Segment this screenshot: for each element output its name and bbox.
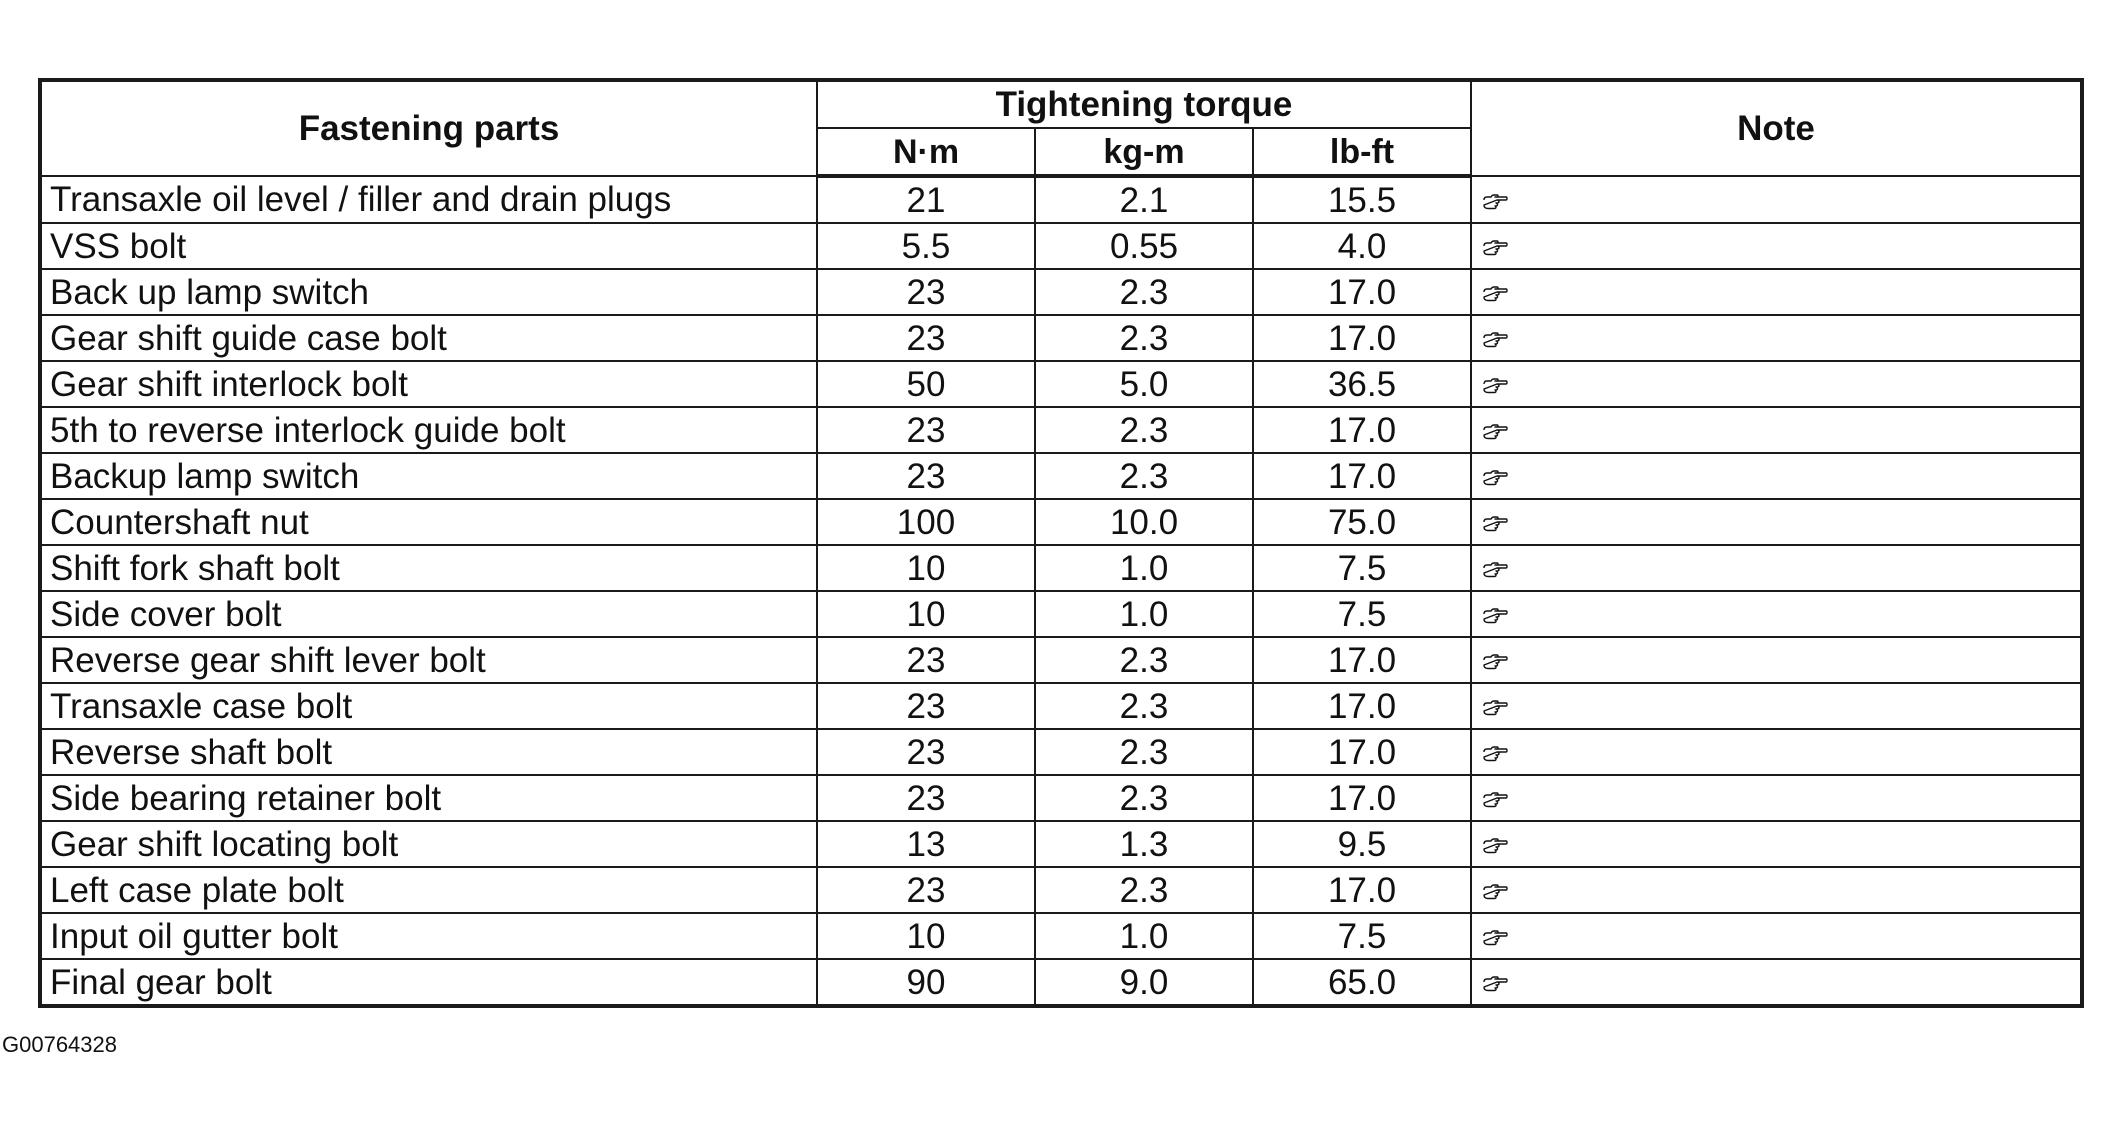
pointing-hand-icon [1482,457,1508,496]
header-note: Note [1471,80,2082,176]
cell-note [1471,913,2082,959]
cell-torque-kgm: 2.3 [1035,637,1253,683]
pointing-hand-icon [1482,365,1508,404]
cell-torque-kgm: 2.3 [1035,775,1253,821]
cell-fastening-part: Input oil gutter bolt [40,913,817,959]
cell-torque-lbft: 17.0 [1253,775,1471,821]
cell-note [1471,407,2082,453]
cell-torque-kgm: 2.3 [1035,683,1253,729]
cell-torque-kgm: 2.3 [1035,269,1253,315]
cell-torque-kgm: 10.0 [1035,499,1253,545]
cell-note [1471,269,2082,315]
table-header [40,80,2082,176]
pointing-hand-icon [1482,503,1508,542]
cell-torque-kgm: 2.3 [1035,729,1253,775]
cell-fastening-part: Back up lamp switch [40,269,817,315]
cell-torque-nm: 23 [817,683,1035,729]
cell-note [1471,683,2082,729]
cell-torque-kgm: 9.0 [1035,959,1253,1006]
header-unit-kgm: kg-m [1035,128,1253,176]
cell-torque-nm: 50 [817,361,1035,407]
table-row [40,223,2082,269]
cell-torque-nm: 23 [817,315,1035,361]
cell-note [1471,223,2082,269]
cell-fastening-part: Countershaft nut [40,499,817,545]
cell-torque-lbft: 17.0 [1253,269,1471,315]
table-row [40,499,2082,545]
cell-torque-nm: 23 [817,637,1035,683]
cell-torque-kgm: 1.0 [1035,545,1253,591]
figure-id: G00764328 [2,1032,117,1057]
cell-torque-nm: 10 [817,913,1035,959]
cell-torque-nm: 13 [817,821,1035,867]
torque-table [38,78,2084,1008]
cell-note [1471,867,2082,913]
cell-torque-lbft: 7.5 [1253,913,1471,959]
pointing-hand-icon [1482,641,1508,680]
cell-fastening-part: Transaxle case bolt [40,683,817,729]
cell-torque-kgm: 2.3 [1035,867,1253,913]
pointing-hand-icon [1482,779,1508,818]
table-row [40,683,2082,729]
table-row [40,913,2082,959]
cell-torque-nm: 23 [817,269,1035,315]
cell-fastening-part: Transaxle oil level / filler and drain plugs [40,176,817,223]
header-unit-nm: N·m [817,128,1035,176]
pointing-hand-icon [1482,273,1508,312]
cell-torque-lbft: 17.0 [1253,867,1471,913]
cell-fastening-part: Shift fork shaft bolt [40,545,817,591]
cell-torque-nm: 5.5 [817,223,1035,269]
cell-torque-nm: 23 [817,867,1035,913]
cell-torque-lbft: 17.0 [1253,407,1471,453]
table-row [40,959,2082,1006]
header-unit-lbft: lb-ft [1253,128,1471,176]
cell-torque-lbft: 7.5 [1253,591,1471,637]
cell-fastening-part: Final gear bolt [40,959,817,1006]
table-row [40,315,2082,361]
cell-fastening-part: Side bearing retainer bolt [40,775,817,821]
table-row [40,821,2082,867]
cell-torque-lbft: 17.0 [1253,729,1471,775]
cell-note [1471,453,2082,499]
pointing-hand-icon [1482,825,1508,864]
cell-torque-nm: 10 [817,545,1035,591]
cell-note [1471,959,2082,1006]
cell-fastening-part: VSS bolt [40,223,817,269]
cell-note [1471,637,2082,683]
cell-torque-lbft: 17.0 [1253,315,1471,361]
cell-torque-lbft: 75.0 [1253,499,1471,545]
cell-torque-kgm: 1.0 [1035,913,1253,959]
table-row [40,176,2082,223]
cell-note [1471,545,2082,591]
cell-torque-kgm: 0.55 [1035,223,1253,269]
header-tightening-torque: Tightening torque [817,80,1471,128]
cell-torque-nm: 23 [817,453,1035,499]
cell-note [1471,591,2082,637]
pointing-hand-icon [1482,411,1508,450]
cell-torque-lbft: 65.0 [1253,959,1471,1006]
cell-note [1471,499,2082,545]
cell-note [1471,821,2082,867]
pointing-hand-icon [1482,917,1508,956]
table-row [40,269,2082,315]
cell-note [1471,729,2082,775]
pointing-hand-icon [1482,687,1508,726]
table-body [40,176,2082,1006]
cell-fastening-part: Left case plate bolt [40,867,817,913]
cell-torque-nm: 100 [817,499,1035,545]
cell-fastening-part: Backup lamp switch [40,453,817,499]
cell-torque-kgm: 2.3 [1035,407,1253,453]
cell-torque-kgm: 2.3 [1035,315,1253,361]
cell-torque-nm: 23 [817,775,1035,821]
cell-torque-lbft: 36.5 [1253,361,1471,407]
table-row [40,407,2082,453]
cell-torque-nm: 21 [817,176,1035,223]
cell-note [1471,176,2082,223]
table-row [40,637,2082,683]
table-row [40,545,2082,591]
cell-torque-lbft: 15.5 [1253,176,1471,223]
cell-torque-nm: 23 [817,407,1035,453]
table-row [40,867,2082,913]
cell-fastening-part: Reverse gear shift lever bolt [40,637,817,683]
cell-note [1471,315,2082,361]
table-row [40,453,2082,499]
cell-fastening-part: Gear shift interlock bolt [40,361,817,407]
cell-torque-nm: 23 [817,729,1035,775]
table-row [40,591,2082,637]
table-row [40,361,2082,407]
pointing-hand-icon [1482,963,1508,1002]
cell-torque-kgm: 1.0 [1035,591,1253,637]
cell-torque-kgm: 2.1 [1035,176,1253,223]
cell-torque-kgm: 1.3 [1035,821,1253,867]
cell-note [1471,775,2082,821]
cell-torque-kgm: 5.0 [1035,361,1253,407]
cell-note [1471,361,2082,407]
pointing-hand-icon [1482,549,1508,588]
pointing-hand-icon [1482,733,1508,772]
cell-torque-lbft: 17.0 [1253,683,1471,729]
pointing-hand-icon [1482,871,1508,910]
table-row [40,775,2082,821]
pointing-hand-icon [1482,319,1508,358]
header-row-main [40,80,2082,128]
cell-fastening-part: Gear shift guide case bolt [40,315,817,361]
table-row [40,729,2082,775]
cell-torque-nm: 90 [817,959,1035,1006]
pointing-hand-icon [1482,227,1508,266]
cell-torque-lbft: 17.0 [1253,453,1471,499]
cell-torque-nm: 10 [817,591,1035,637]
cell-torque-lbft: 17.0 [1253,637,1471,683]
cell-fastening-part: 5th to reverse interlock guide bolt [40,407,817,453]
header-fastening-parts: Fastening parts [40,80,817,176]
cell-fastening-part: Reverse shaft bolt [40,729,817,775]
pointing-hand-icon [1482,595,1508,634]
cell-torque-lbft: 4.0 [1253,223,1471,269]
cell-fastening-part: Gear shift locating bolt [40,821,817,867]
pointing-hand-icon [1482,180,1508,219]
cell-torque-lbft: 7.5 [1253,545,1471,591]
cell-fastening-part: Side cover bolt [40,591,817,637]
cell-torque-lbft: 9.5 [1253,821,1471,867]
cell-torque-kgm: 2.3 [1035,453,1253,499]
